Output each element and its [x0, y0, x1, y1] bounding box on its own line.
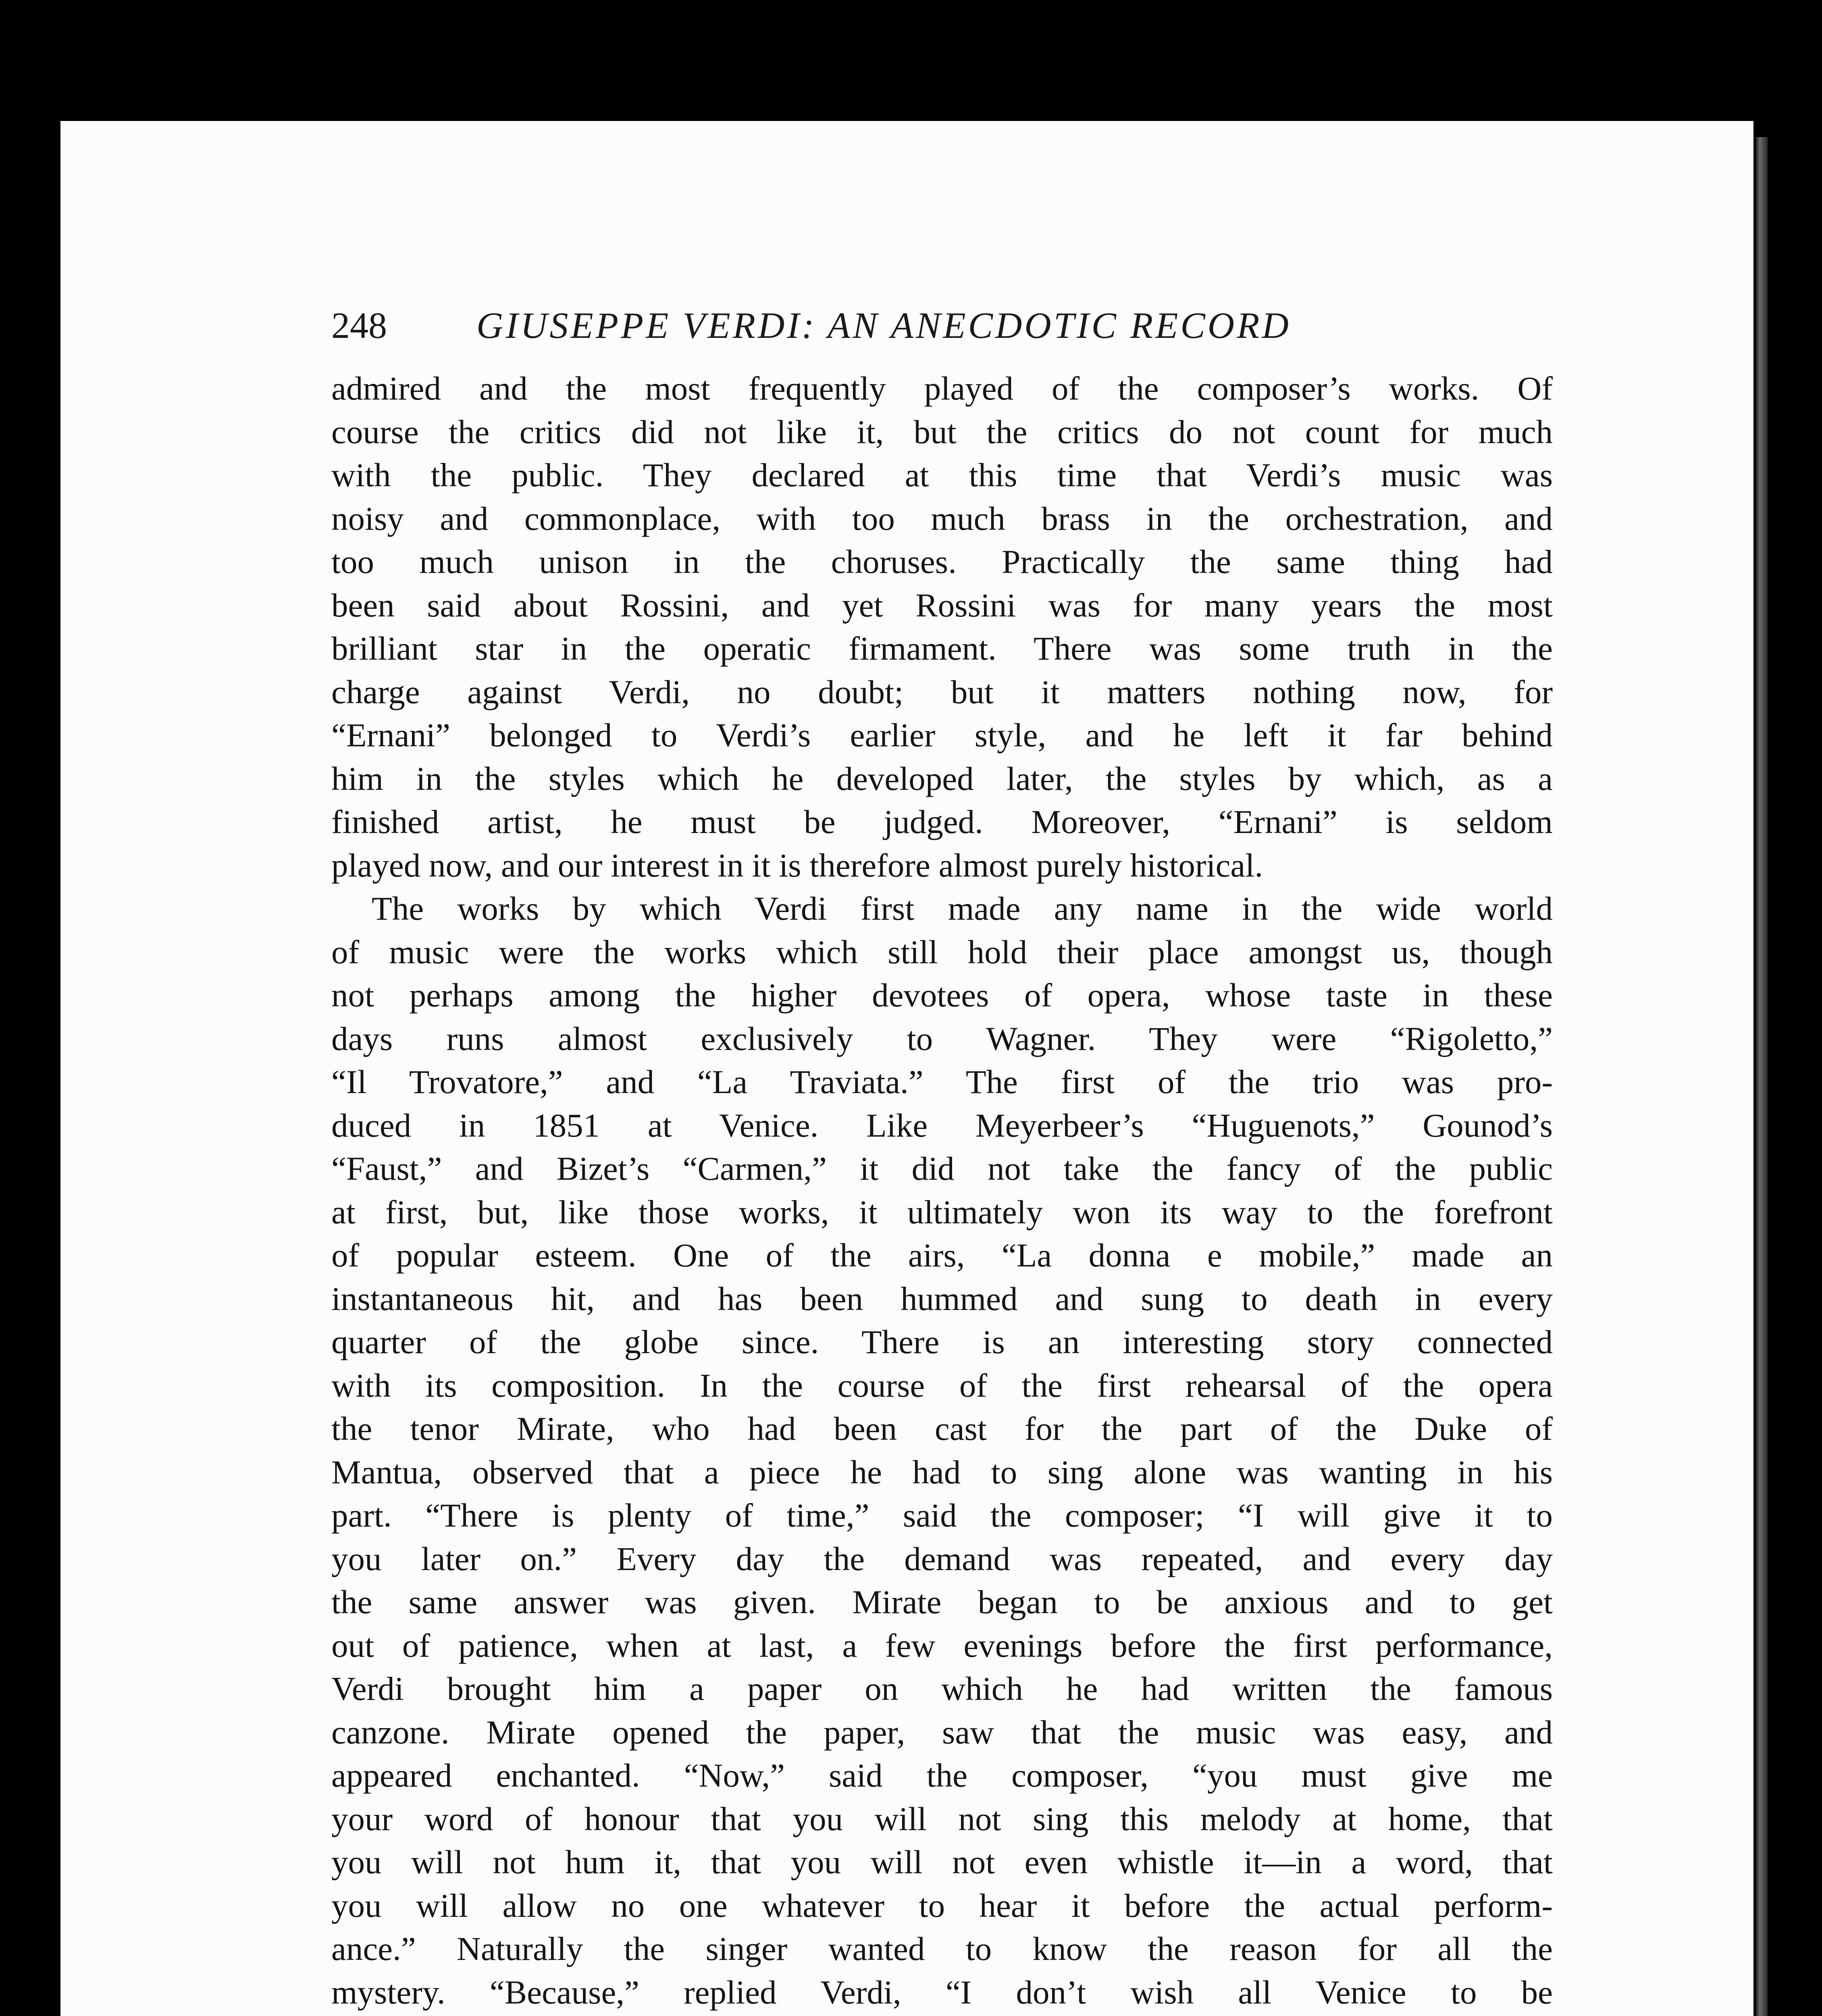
text-line: mystery. “Because,” replied Verdi, “I don’t wish all Venice to be: [331, 1973, 1553, 2011]
text-line: quarter of the globe since. There is an interesting story connected: [331, 1323, 1553, 1360]
text-line: canzone. Mirate opened the paper, saw that the music was easy, and: [331, 1713, 1553, 1751]
text-line: played now, and our interest in it is therefore almost purely historical.: [331, 846, 1263, 884]
text-line: The works by which Verdi first made any name in the wide world: [372, 890, 1553, 927]
running-header: [331, 297, 1553, 354]
text-line: days runs almost exclusively to Wagner. They were “Rigoletto,”: [331, 1020, 1553, 1057]
text-line: charge against Verdi, no doubt; but it matters nothing now, for: [331, 673, 1553, 710]
text-line: the tenor Mirate, who had been cast for the part of the Duke of: [331, 1410, 1553, 1447]
page-edge: [1755, 137, 1768, 2016]
text-line: with the public. They declared at this time that Verdi’s music was: [331, 456, 1553, 494]
text-line: with its composition. In the course of the first rehearsal of the opera: [331, 1366, 1553, 1404]
body-text: [331, 367, 1553, 2016]
text-line: Mantua, observed that a piece he had to sing alone was wanting in his: [331, 1453, 1553, 1491]
text-line: duced in 1851 at Venice. Like Meyerbeer’s “Huguenots,” Gounod’s: [331, 1106, 1553, 1144]
text-line: the same answer was given. Mirate began to be anxious and to get: [331, 1583, 1553, 1620]
text-line: noisy and commonplace, with too much brass in the orchestration, and: [331, 500, 1553, 537]
text-line: been said about Rossini, and yet Rossini was for many years the most: [331, 586, 1553, 624]
text-line: you will not hum it, that you will not even whistle it—in a word, that: [331, 1843, 1553, 1881]
text-line: of music were the works which still hold their place amongst us, though: [331, 933, 1553, 971]
text-line: not perhaps among the higher devotees of opera, whose taste in these: [331, 977, 1553, 1014]
text-line: “Ernani” belonged to Verdi’s earlier style, and he left it far behind: [331, 716, 1553, 754]
running-title: GIUSEPPE VERDI: AN ANECDOTIC RECORD: [476, 305, 1291, 346]
text-line: course the critics did not like it, but the critics do not count for much: [331, 413, 1553, 450]
text-line: [331, 2014, 1553, 2016]
text-line: of popular esteem. One of the airs, “La donna e mobile,” made an: [331, 1237, 1553, 1274]
text-line: ance.” Naturally the singer wanted to know the reason for all the: [331, 1930, 1553, 1967]
text-line: at first, but, like those works, it ultimately won its way to the forefront: [331, 1193, 1553, 1231]
text-line: appeared enchanted. “Now,” said the composer, “you must give me: [331, 1757, 1553, 1794]
text-line: “Il Trovatore,” and “La Traviata.” The first of the trio was pro-: [331, 1063, 1553, 1100]
text-line: part. “There is plenty of time,” said the composer; “I will give it to: [331, 1497, 1553, 1534]
text-line: Verdi brought him a paper on which he had written the famous: [331, 1670, 1553, 1707]
text-line: brilliant star in the operatic firmament. There was some truth in the: [331, 630, 1553, 667]
text-line: you will allow no one whatever to hear it before the actual perform-: [331, 1887, 1553, 1924]
text-line: you later on.” Every day the demand was repeated, and every day: [331, 1540, 1553, 1577]
text-line: “Faust,” and Bizet’s “Carmen,” it did not take the fancy of the public: [331, 1150, 1553, 1187]
text-line: admired and the most frequently played of the composer’s works. Of: [331, 370, 1553, 407]
text-line: too much unison in the choruses. Practically the same thing had: [331, 543, 1553, 580]
text-line: your word of honour that you will not sing this melody at home, that: [331, 1800, 1553, 1837]
page-number: 248: [331, 305, 387, 346]
text-line: him in the styles which he developed later, the styles by which, as a: [331, 760, 1553, 797]
text-line: instantaneous hit, and has been hummed and sung to death in every: [331, 1280, 1553, 1317]
text-line: out of patience, when at last, a few evenings before the first performance,: [331, 1627, 1553, 1664]
text-line: finished artist, he must be judged. Moreover, “Ernani” is seldom: [331, 803, 1553, 840]
